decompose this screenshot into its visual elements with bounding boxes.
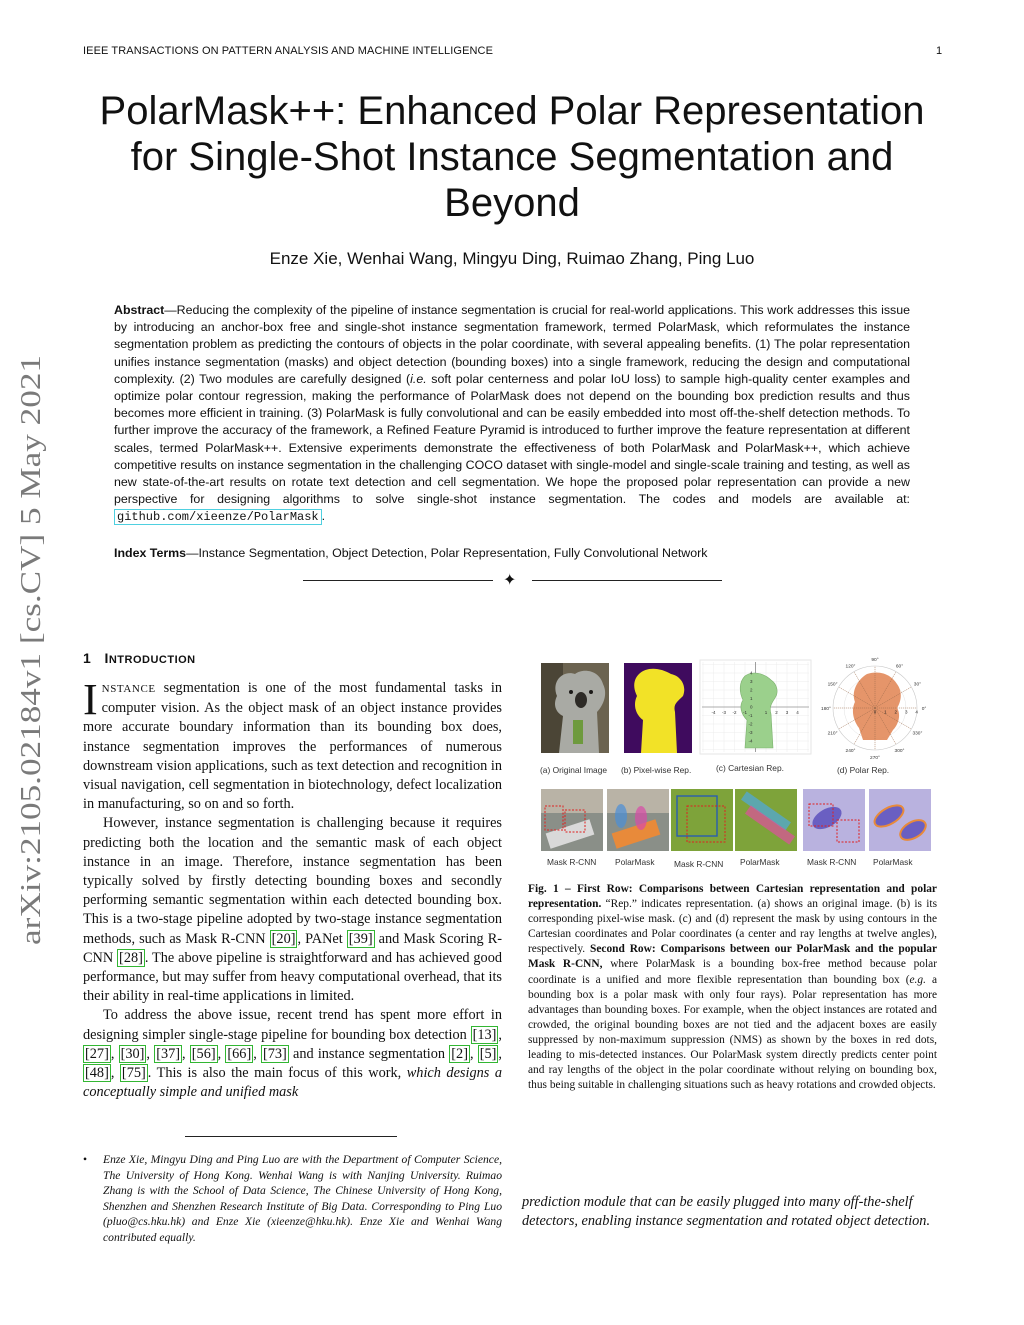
label-polarmask-1: PolarMask: [615, 857, 655, 867]
section-number: 1: [83, 650, 92, 666]
label-polarmask-3: PolarMask: [873, 857, 913, 867]
polar-radius-label: 2: [894, 709, 898, 715]
x-tick-label: 2: [775, 710, 778, 715]
koala-leaf: [573, 720, 583, 744]
polar-angle-label: 270°: [870, 755, 880, 761]
citation-30-num: 30: [125, 1045, 140, 1062]
footnote-rule: [185, 1136, 397, 1137]
polar-radius-label: 3: [904, 709, 908, 715]
arxiv-id-text: arXiv:2105.02184v1 [cs.CV] 5 May 2021: [15, 458, 46, 945]
x-tick-label: -4: [711, 710, 716, 715]
title-line-2: for Single-Shot Instance Segmentation and: [130, 135, 894, 179]
text-polarmask-panel: [735, 789, 797, 851]
koala-eye-right: [589, 690, 593, 694]
koala-eye-left: [569, 690, 573, 694]
y-tick-label: -4: [748, 738, 753, 744]
y-tick-label: 0: [749, 704, 753, 710]
citation-28[interactable]: [28]: [119, 949, 143, 966]
citation-48[interactable]: [48]: [85, 1065, 109, 1082]
polar-angle-label: 120°: [845, 664, 856, 670]
citation-20-num: 20: [276, 930, 291, 947]
polar-angle-label: 240°: [845, 749, 856, 755]
caption-text-2: where PolarMask is a bounding box-free method because polar coordinate is a unified and more flexible representation than bounding box (: [528, 958, 937, 986]
text-mask-rcnn-panel: [671, 789, 733, 851]
label-polar: (d) Polar Rep.: [837, 765, 890, 775]
arxiv-sidebar-stamp: [6, 350, 46, 950]
abstract-text-1: —Reducing the complexity of the pipeline of instance segmentation is crucial for real-world applications. This work addresses this issue by introducing an anchor-box free and single-shot instance segmentation framework, termed PolarMask, which reformulates the instance segmentation problem as predicting the contours of objects in the polar coordinate, with several appealing benefits. (1) The polar representation unifies instance segmentation (masks) and object detection (bounding boxes) into a single framework, reducing the design and computational complexity. (2) Two modules are carefully designed (: [114, 303, 910, 386]
label-mask-rcnn-1: Mask R-CNN: [547, 857, 597, 867]
x-tick-label: 1: [764, 710, 768, 715]
x-tick-label: 4: [796, 710, 799, 715]
caption-text-3: a bounding box is a polar mask with only four rays). Polar representation has more advantages than bounding boxes. For example, when the object instances are rotated and crowded, the original bounding boxes are not tied and the adjacent boxes are easily suppressed by non-maximum suppression (NMS) as shown by the boxes in red dots, leading to mis-detected instances. Our PolarMask system directly predicts center point and ray lengths of the object in the polar coordinate without relying on bounding box, thus being suitable in challenging situations such as heavy rotations and crowded objects.: [528, 973, 937, 1092]
intro-p3-emphasis: which designs a conceptually simple and unified mask: [83, 1065, 502, 1101]
figure-1: [537, 656, 937, 872]
koala-photo: [541, 663, 609, 753]
citation-13-num: 13: [477, 1026, 492, 1043]
citation-37-num: 37: [160, 1045, 176, 1062]
cell-mask-rcnn-panel: [803, 789, 865, 851]
smallcaps-lead: NSTANCE: [101, 683, 156, 695]
polar-angle-label: 180°: [821, 706, 831, 712]
separator-rule-right: [532, 580, 722, 581]
abstract-ie: i.e.: [410, 371, 427, 386]
separator-star-icon: ✦: [503, 572, 517, 589]
citation-39-num: 39: [353, 930, 368, 947]
section-title-rest: NTRODUCTION: [108, 654, 196, 666]
separator-rule-left: [303, 580, 493, 581]
footnote-text: Enze Xie, Mingyu Ding and Ping Luo are with the Department of Computer Science, The University of Hong Kong. Wenhai Wang is with Nanjing University. Ruimao Zhang is with the School of Data Science, The Chinese University of Hong Kong, Shenzhen and Shenzhen Research Institute of Big Data. Corresponding to Ping Luo (pluo@cs.hku.hk) and Enze Xie (xieenze@hku.hk). Enze Xie and Wenhai Wang contributed equally.: [103, 1153, 502, 1244]
page-number: 1: [936, 45, 943, 57]
x-tick-label: -2: [732, 710, 737, 715]
paper-title: [60, 88, 964, 226]
citation-13[interactable]: [13]: [472, 1026, 497, 1043]
label-polarmask-2: PolarMask: [740, 857, 780, 867]
citation-27-num: 27: [89, 1045, 105, 1062]
polar-angle-label: 30°: [913, 682, 922, 688]
citation-75-num: 75: [126, 1065, 141, 1082]
title-line-1: PolarMask++: Enhanced Polar Representation: [99, 89, 925, 133]
figure-1-graphic: [537, 656, 937, 872]
polar-radius-label: 1: [884, 709, 887, 715]
dropcap: I: [83, 675, 98, 724]
citation-39[interactable]: [39]: [348, 930, 373, 947]
arxiv-stamp-graphic: [6, 350, 46, 950]
polar-radius-label: 0: [873, 709, 877, 715]
citation-28-num: 28: [123, 949, 139, 966]
citation-73[interactable]: [73]: [262, 1045, 287, 1062]
citation-48-num: 48: [89, 1065, 105, 1082]
citation-37[interactable]: [37]: [156, 1045, 181, 1062]
citation-56[interactable]: [56]: [191, 1045, 216, 1062]
citation-75[interactable]: [75]: [121, 1065, 146, 1082]
polar-angle-label: 90°: [871, 657, 879, 663]
polar-angle-label: 150°: [827, 682, 838, 688]
index-terms: [114, 546, 910, 560]
abstract-text-end: .: [321, 509, 326, 524]
polar-plot: [821, 657, 926, 761]
section-initial: I: [104, 650, 109, 666]
y-tick-label: -3: [748, 730, 753, 735]
journal-header: IEEE TRANSACTIONS ON PATTERN ANALYSIS AND MACHINE INTELLIGENCE: [83, 45, 494, 57]
index-terms-label: Index Terms: [114, 546, 187, 560]
right-column-body: prediction module that can be easily plugged into many off-the-shelf detectors, enabling instance segmentation and rotated object detection.: [522, 1194, 931, 1230]
crowd-mask-rcnn-panel: [541, 789, 603, 851]
index-terms-text: —Instance Segmentation, Object Detection, Polar Representation, Fully Convolutional Network: [186, 546, 708, 560]
koala-nose: [575, 692, 587, 708]
polar-angle-label: 0°: [921, 706, 927, 712]
intro-p3-text-c: . This is also the main focus of this work,: [147, 1065, 407, 1082]
pixel-wise-mask: [624, 663, 692, 753]
caption-bold-1: Fig. 1 – First Row: Comparisons between Cartesian representation and polar representation.: [528, 883, 937, 911]
citation-27[interactable]: [27]: [85, 1045, 109, 1062]
intro-p3-text-a: To address the above issue, recent trend has spent more effort in designing simpler single-stage pipeline for bounding box detection: [83, 1007, 502, 1043]
section-heading: [83, 650, 196, 666]
label-pixel-wise: (b) Pixel-wise Rep.: [621, 765, 692, 775]
footnote-bullet: •: [83, 1153, 88, 1166]
intro-p2-text-b: , PANet: [297, 930, 347, 947]
person-mask-1: [615, 804, 627, 828]
citation-66-num: 66: [232, 1045, 247, 1062]
y-tick-label: 1: [749, 696, 753, 701]
citation-66[interactable]: [66]: [227, 1045, 252, 1062]
left-column-body: [83, 675, 503, 1102]
title-line-3: Beyond: [444, 181, 580, 225]
citation-73-num: 73: [267, 1045, 283, 1062]
polar-angle-label: 330°: [912, 731, 923, 737]
cartesian-plot: [700, 660, 811, 754]
label-mask-rcnn-2: Mask R-CNN: [674, 859, 724, 869]
citation-30[interactable]: [30]: [120, 1045, 145, 1062]
author-list: Enze Xie, Wenhai Wang, Mingyu Ding, Ruimao Zhang, Ping Luo: [269, 249, 755, 268]
crowd-photo-sky-1: [541, 789, 603, 813]
citation-56-num: 56: [196, 1045, 211, 1062]
affiliation-footnote: [83, 1152, 502, 1246]
intro-p1-text: segmentation is one of the most fundamental tasks in computer vision. As the object mask of an object instance provides more accurate boundary information than its bounding box does, instance segmentation improves the performances of numerous downstream vision applications, such as text detection and recognition in visual navigation, cell segmentation in biotechnology, defect localization in manufacturing, so on and so forth.: [83, 680, 502, 813]
intro-p3-text-b: and instance segmentation: [288, 1045, 450, 1062]
github-link[interactable]: github.com/xieenze/PolarMask: [114, 509, 322, 525]
x-tick-label: -3: [721, 710, 727, 715]
polar-angle-label: 60°: [895, 664, 904, 670]
y-tick-label: 4: [749, 670, 753, 676]
y-tick-label: 3: [749, 679, 753, 684]
x-tick-label: 3: [785, 710, 789, 715]
polar-radius-label: 4: [915, 709, 918, 715]
citation-20[interactable]: [20]: [271, 930, 296, 947]
abstract: [114, 302, 910, 527]
intro-p2-text-c: and Mask Scoring R-CNN: [83, 930, 503, 966]
intro-paragraph-1: [83, 675, 502, 814]
polar-angle-label: 210°: [827, 731, 838, 737]
intro-paragraph-2: [83, 814, 502, 1006]
citation-2[interactable]: [2]: [451, 1045, 468, 1062]
citation-2-num: 2: [456, 1045, 464, 1062]
y-tick-label: -1: [748, 713, 753, 718]
person-mask-2: [635, 806, 647, 830]
label-cartesian: (c) Cartesian Rep.: [716, 763, 784, 773]
caption-eg: e.g.: [909, 973, 926, 986]
citation-5[interactable]: [5]: [479, 1045, 497, 1062]
intro-paragraph-3: To address the above issue, recent trend has spent more effort in designing simpler single-stage pipeline for bounding box detection [13] , [27] , [30] , [37] , [56] , [66] , [73] and instance segmentation [2] , [5] , [48] , [75] . This is also the main focus of this work, which designs a conceptually simple and unified mask: [83, 1007, 502, 1101]
figure-1-caption: [528, 882, 937, 1093]
caption-bold-2: Second Row: Comparisons between our PolarMask and the popular Mask R-CNN,: [528, 943, 937, 971]
cell-polarmask-panel: [869, 789, 931, 851]
abstract-text-2: soft polar centerness and polar IoU loss) to sample high-quality center examples and optimize polar contour regression, making the performance of PolarMask does not depend on the bounding box prediction results and thus becomes more efficient in training. (3) PolarMask is fully convolutional and can be easily embedded into most off-the-shelf detection methods. To further improve the accuracy of the framework, a Refined Feature Pyramid is introduced to further improve the feature representation at different scales, termed PolarMask++. Extensive experiments demonstrate the effectiveness of both PolarMask and PolarMask++, which achieve competitive results on instance segmentation in the challenging COCO dataset with single-model and single-scale training and testing, as well as new state-of-the-art results on rotate text detection and cell segmentation. We hope the proposed polar representation can provide a new perspective for designing algorithms to solve single-shot instance segmentation. The codes and models are available at:: [114, 371, 910, 507]
y-tick-label: 2: [749, 687, 753, 693]
label-original-image: (a) Original Image: [540, 765, 608, 775]
polar-angle-label: 300°: [894, 749, 905, 755]
citation-5-num: 5: [484, 1045, 492, 1062]
y-tick-label: -2: [748, 721, 753, 727]
caption-text-1: “Rep.” indicates representation. (a) shows an original image. (b) is its corresponding pixel-wise mask. (c) and (d) represent the mask by using contours in the Cartesian coordinates and Polar coordinates (a center and ray lengths at twelve angles), respectively.: [528, 898, 937, 956]
crowd-polarmask-panel: [607, 789, 669, 851]
abstract-label: Abstract: [114, 303, 165, 317]
intro-p2-text-a: However, instance segmentation is challenging because it requires predicting both the location and the semantic mask of each object instance in an image. Therefore, instance segmentation has been typically solved by firstly detecting bounding boxes and secondly performing semantic segmentation within each detected bounding box. This is a two-stage pipeline adopted by two-stage instance segmentation methods, such as Mask R-CNN: [83, 815, 502, 947]
intro-p2-text-d: . The above pipeline is straightforward and has achieved good performance, but may suffer from heavy computational overhead, that its their ability in real-time applications in limited.: [83, 949, 503, 1005]
label-mask-rcnn-3: Mask R-CNN: [807, 857, 857, 867]
x-tick-label: -1: [742, 710, 748, 715]
